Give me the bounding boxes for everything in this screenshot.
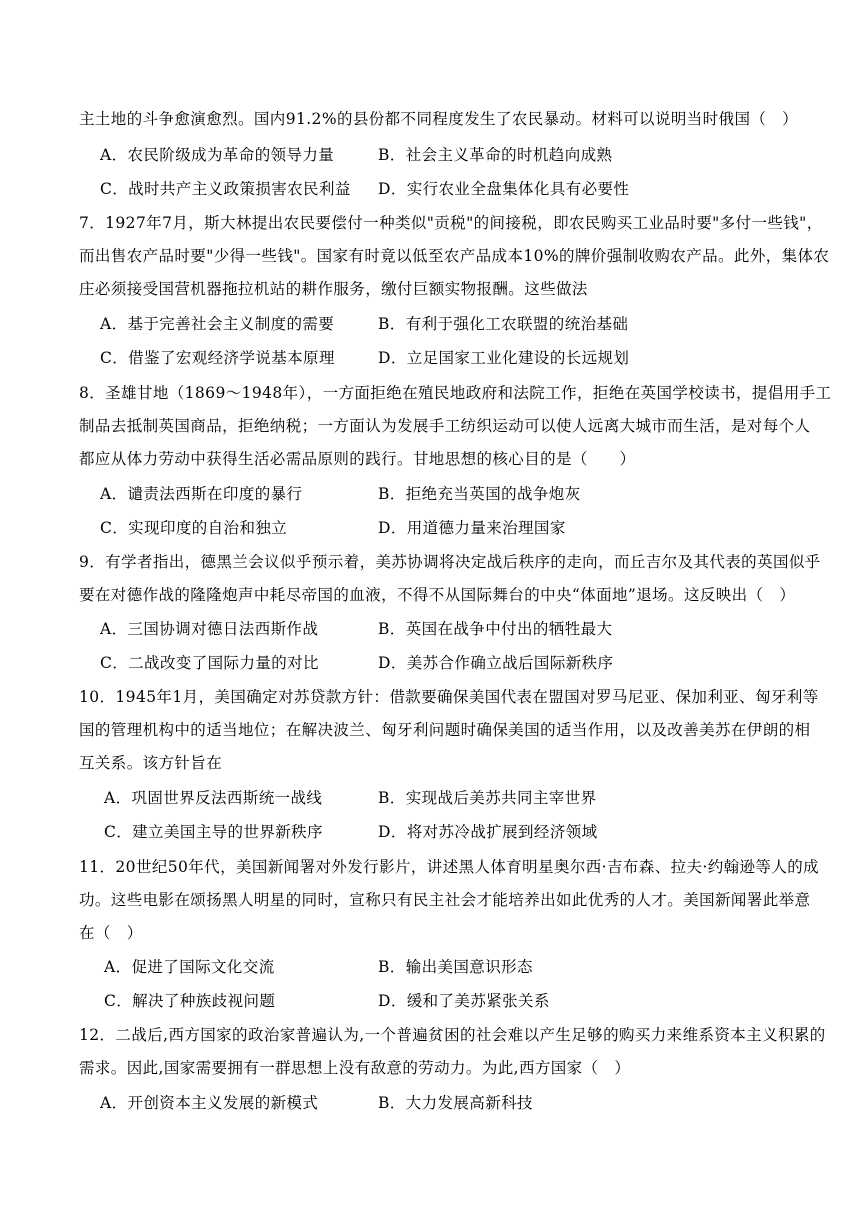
option-b: B．拒绝充当英国的战争炮灰 [378,485,581,503]
option-b: B．输出美国意识形态 [378,958,533,976]
option-b: B．有利于强化工农联盟的统治基础 [378,315,629,333]
option-c: C．解决了种族歧视问题 [104,992,276,1010]
option-b: B．大力发展高新科技 [378,1094,533,1112]
option-d: D．将对苏冷战扩展到经济领域 [378,823,598,841]
question-9-line-2: 要在对德作战的隆隆炮声中耗尽帝国的血液，不得不从国际舞台的中央“体面地”退场。这反映出（ ） [79,586,796,604]
question-7-line-3: 庄必须接受国营机器拖拉机站的耕作服务，缴付巨额实物报酬。这些做法 [79,280,588,298]
option-a: A．基于完善社会主义制度的需要 [100,315,335,333]
option-a: A．巩固世界反法西斯统一战线 [104,789,323,807]
option-d: D．立足国家工业化建设的长远规划 [378,349,630,367]
question-11-line-1: 11．20世纪50年代，美国新闻署对外发行影片，讲述黑人体育明星奥尔西·吉布森、拉夫·约翰逊等人的成 [79,858,820,876]
option-b: B．英国在战争中付出的牺牲最大 [378,620,613,638]
option-c: C．借鉴了宏观经济学说基本原理 [100,349,335,367]
option-c: C．实现印度的自治和独立 [100,519,288,537]
option-a: A．开创资本主义发展的新模式 [100,1094,319,1112]
question-6-stem-tail: 主土地的斗争愈演愈烈。国内91.2%的县份都不同程度发生了农民暴动。材料可以说明当时俄国（ ） [79,110,799,128]
option-d: D．实行农业全盘集体化具有必要性 [378,180,630,198]
question-7-line-2: 而出售农产品时要"少得一些钱"。国家有时竟以低至农产品成本10%的牌价强制收购农产品。此外，集体农 [79,247,830,265]
question-10-line-3: 互关系。该方针旨在 [79,754,223,772]
question-8-line-2: 制品去抵制英国商品，拒绝纳税；一方面认为发展手工纺织运动可以使人远离大城市而生活，是对每个人 [79,417,811,435]
question-10-line-1: 10．1945年1月，美国确定对苏贷款方针：借款要确保美国代表在盟国对罗马尼亚、保加利亚、匈牙利等 [79,688,819,706]
option-a: A．农民阶级成为革命的领导力量 [100,146,335,164]
option-a: A．谴责法西斯在印度的暴行 [100,485,303,503]
option-d: D．用道德力量来治理国家 [378,519,566,537]
question-8-line-3: 都应从体力劳动中获得生活必需品原则的践行。甘地思想的核心目的是（ ） [79,450,636,468]
question-12-line-1: 12．二战后,西方国家的政治家普遍认为,一个普遍贫困的社会难以产生足够的购买力来维系资本主义积累的 [79,1026,826,1044]
option-b: B．实现战后美苏共同主宰世界 [378,789,597,807]
option-c: C．二战改变了国际力量的对比 [100,654,319,672]
question-9-line-1: 9．有学者指出，德黑兰会议似乎预示着，美苏协调将决定战后秩序的走向，而丘吉尔及其代表的英国似乎 [79,553,821,571]
option-c: C．战时共产主义政策损害农民利益 [100,180,351,198]
option-d: D．美苏合作确立战后国际新秩序 [378,654,614,672]
option-a: A．三国协调对德日法西斯作战 [100,620,319,638]
question-11-line-3: 在（ ） [79,924,143,942]
question-12-line-2: 需求。因此,国家需要拥有一群思想上没有敌意的劳动力。为此,西方国家（ ） [79,1059,631,1077]
option-c: C．建立美国主导的世界新秩序 [104,823,323,841]
question-7-line-1: 7．1927年7月，斯大林提出农民要偿付一种类似"贡税"的间接税，即农民购买工业品时要"多付一些钱"， [79,214,823,232]
question-10-line-2: 国的管理机构中的适当地位；在解决波兰、匈牙利问题时确保美国的适当作用，以及改善美苏在伊朗的相 [79,721,811,739]
question-11-line-2: 功。这些电影在颂扬黑人明星的同时，宣称只有民主社会才能培养出如此优秀的人才。美国新闻署此举意 [79,891,811,909]
option-b: B．社会主义革命的时机趋向成熟 [378,146,613,164]
question-8-line-1: 8．圣雄甘地（1869～1948年），一方面拒绝在殖民地政府和法院工作，拒绝在英国学校读书，提倡用手工 [79,384,832,402]
option-d: D．缓和了美苏紧张关系 [378,992,550,1010]
option-a: A．促进了国际文化交流 [104,958,275,976]
